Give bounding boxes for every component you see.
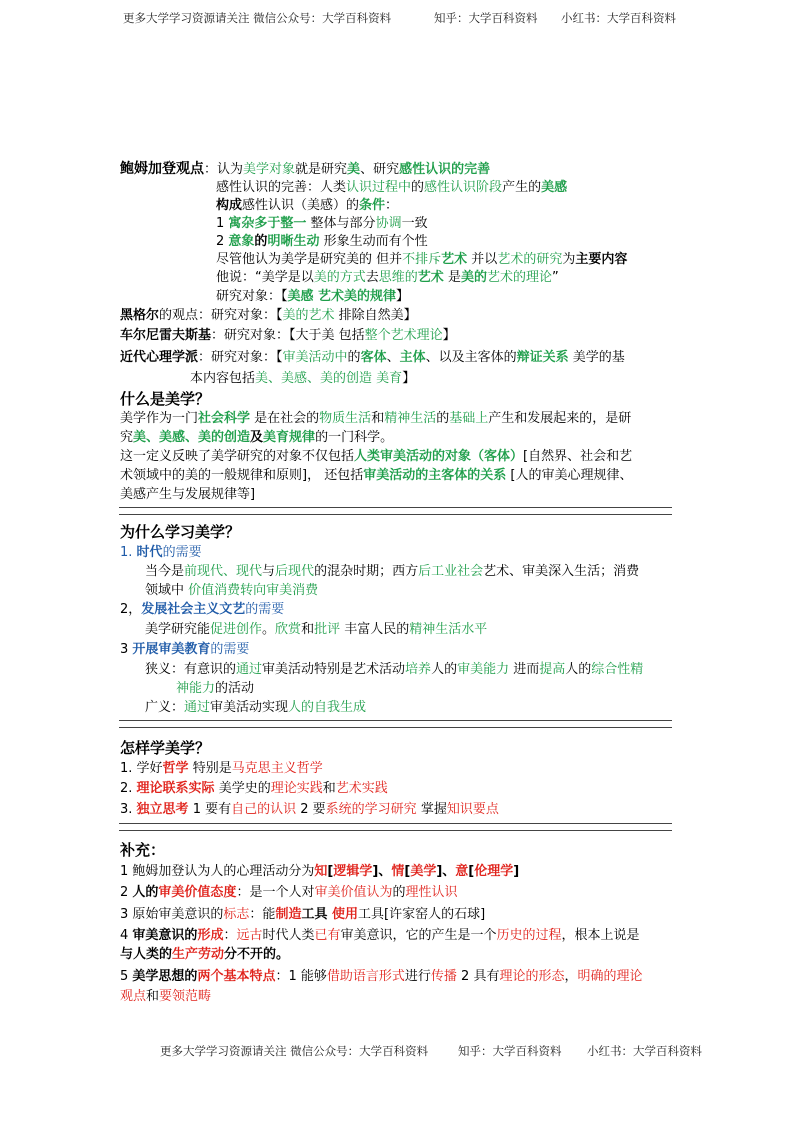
why-item-1: 1. 时代的需要 bbox=[120, 545, 202, 560]
modern-label: 近代心理学派 bbox=[120, 350, 199, 365]
why-item-3-broad: 广义：通过审美活动实现人的自我生成 bbox=[145, 700, 367, 715]
baumgarten-line-1: 鲍姆加登观点：认为美学对象就是研究美、研究感性认识的完善 bbox=[120, 161, 491, 177]
footer-promo: 更多大学学习资源请关注 微信公众号：大学百科资料 bbox=[160, 1044, 429, 1058]
supplement-title: 补充： bbox=[120, 841, 166, 859]
baumgarten-line-4: 1 寓杂多于整一 整体与部分协调一致 bbox=[216, 216, 428, 231]
modern-line-2: 本内容包括美、美感、美的创造 美育】 bbox=[190, 371, 416, 386]
why-item-3-narrow-2: 神能力的活动 bbox=[176, 681, 255, 696]
chernyshevsky-line: 车尔尼雷夫斯基：研究对象：【大于美 包括整个艺术理论】 bbox=[120, 328, 456, 343]
how-item-3: 3. 独立思考 1 要有自己的认识 2 要系统的学习研究 掌握知识要点 bbox=[120, 802, 499, 817]
why-item-2-text: 美学研究能促进创作。欣赏和批评 丰富人民的精神生活水平 bbox=[145, 622, 488, 637]
why-item-1-text-1: 当今是前现代、现代与后现代的混杂时期；西方后工业社会艺术、审美深入生活；消费 bbox=[145, 564, 640, 579]
how-item-2: 2. 理论联系实际 美学史的理论实践和艺术实践 bbox=[120, 781, 388, 796]
supplement-4-line-1: 4 审美意识的形成：远古时代人类已有审美意识，它的产生是一个历史的过程，根本上说是 bbox=[120, 928, 640, 943]
what-line-2: 究美、美感、美的创造及美育规律的一门科学。 bbox=[120, 430, 394, 445]
hegel-label: 黑格尔 bbox=[120, 308, 160, 323]
hegel-line: 黑格尔的观点：研究对象：【美的艺术 排除自然美】 bbox=[120, 308, 417, 323]
section-divider bbox=[119, 507, 672, 515]
how-title: 怎样学美学？ bbox=[120, 739, 211, 757]
why-item-1-text-2: 领域中 价值消费转向审美消费 bbox=[145, 583, 319, 598]
why-item-3-narrow-1: 狭义：有意识的通过审美活动特别是艺术活动培养人的审美能力 进而提高人的综合性精 bbox=[145, 662, 644, 677]
baumgarten-line-5: 2 意象的明晰生动 形象生动而有个性 bbox=[216, 234, 428, 249]
footer-zhihu: 知乎：大学百科资料 bbox=[458, 1044, 562, 1058]
what-line-3: 这一定义反映了美学研究的对象不仅包括人类审美活动的对象（客体）[自然界、社会和艺 bbox=[120, 449, 633, 464]
baumgarten-label: 鲍姆加登观点 bbox=[120, 161, 204, 177]
why-item-2: 2，发展社会主义文艺的需要 bbox=[120, 602, 285, 617]
modern-line-1: 近代心理学派：研究对象：【审美活动中的客体、主体、以及主客体的辩证关系 美学的基 bbox=[120, 350, 625, 365]
supplement-5-line-1: 5 美学思想的两个基本特点：1 能够借助语言形式进行传播 2 具有理论的形态，明确的理论 bbox=[120, 969, 643, 984]
baumgarten-line-3: 构成感性认识（美感）的条件： bbox=[216, 198, 399, 213]
section-divider bbox=[119, 823, 672, 831]
header-xhs: 小红书：大学百科资料 bbox=[561, 11, 676, 25]
footer-xhs: 小红书：大学百科资料 bbox=[587, 1044, 702, 1058]
header-zhihu: 知乎：大学百科资料 bbox=[434, 11, 538, 25]
supplement-4-line-2: 与人类的生产劳动分不开的。 bbox=[120, 947, 290, 962]
header-promo: 更多大学学习资源请关注 微信公众号：大学百科资料 bbox=[123, 11, 392, 25]
supplement-5-line-2: 观点和要领范畴 bbox=[120, 989, 212, 1004]
what-line-1: 美学作为一门社会科学 是在社会的物质生活和精神生活的基础上产生和发展起来的，是研 bbox=[120, 411, 632, 426]
supplement-1: 1 鲍姆加登认为人的心理活动分为知[逻辑学]、情[美学]、意[伦理学] bbox=[120, 864, 520, 879]
baumgarten-line-6: 尽管他认为美学是研究美的 但并不排斥艺术 并以艺术的研究为主要内容 bbox=[216, 252, 628, 267]
section-divider bbox=[119, 720, 672, 728]
how-item-1: 1. 学好哲学 特别是马克思主义哲学 bbox=[120, 761, 323, 776]
baumgarten-line-7: 他说：“美学是以美的方式去思维的艺术 是美的艺术的理论” bbox=[216, 270, 559, 285]
supplement-3: 3 原始审美意识的标志：能制造工具 使用工具[许家窑人的石球] bbox=[120, 907, 486, 922]
supplement-2: 2 人的审美价值态度：是一个人对审美价值认为的理性认识 bbox=[120, 885, 458, 900]
why-title: 为什么学习美学？ bbox=[120, 523, 241, 541]
baumgarten-line-2: 感性认识的完善：人类认识过程中的感性认识阶段产生的美感 bbox=[216, 180, 568, 195]
chernyshevsky-label: 车尔尼雷夫斯基 bbox=[120, 328, 212, 343]
baumgarten-line-8: 研究对象：【美感 艺术美的规律】 bbox=[216, 289, 410, 304]
what-title: 什么是美学？ bbox=[120, 390, 211, 408]
what-line-4: 术领域中的美的一般规律和原则]， 还包括审美活动的主客体的关系 [人的审美心理规律、 bbox=[120, 468, 633, 483]
what-line-5: 美感产生与发展规律等] bbox=[120, 487, 256, 502]
why-item-3: 3 开展审美教育的需要 bbox=[120, 642, 250, 657]
